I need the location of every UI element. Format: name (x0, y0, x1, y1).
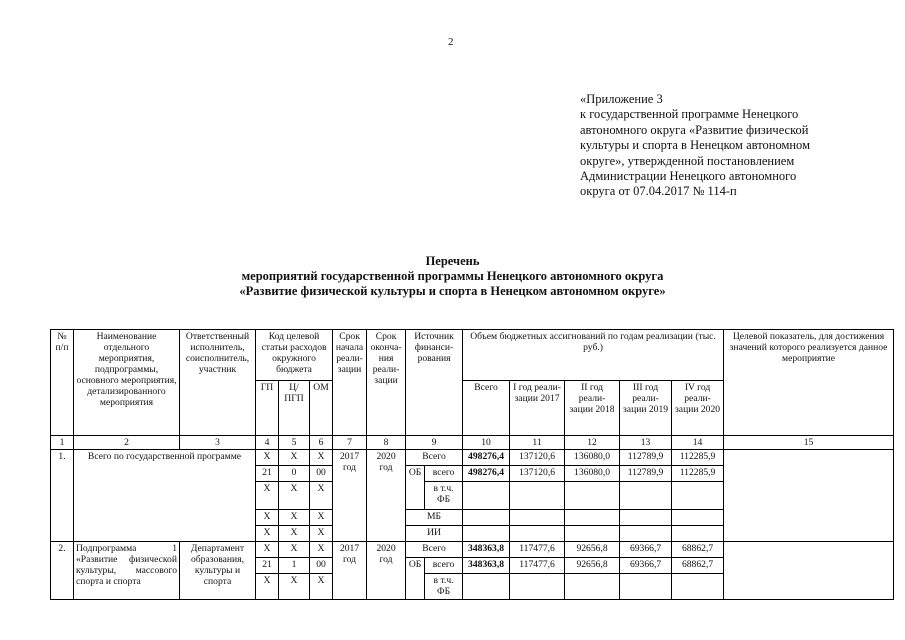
code-cpgp: X (279, 510, 310, 526)
col-number: 4 (256, 436, 279, 450)
finance-source: МБ (406, 510, 463, 526)
col-number: 13 (620, 436, 672, 450)
code-om: X (310, 526, 333, 542)
year-1-value (510, 482, 565, 510)
year-1-value (510, 526, 565, 542)
code-om: X (310, 542, 333, 558)
year-1-value: 137120,6 (510, 466, 565, 482)
code-om: X (310, 510, 333, 526)
code-cpgp: X (279, 526, 310, 542)
table-row (51, 542, 894, 558)
code-cpgp: X (279, 542, 310, 558)
header-gp: ГП (256, 381, 279, 436)
total-value (463, 526, 510, 542)
header-target: Целевой показатель, для достижения значений которого реализуется данное мероприятие (724, 330, 894, 436)
header-om: ОМ (310, 381, 333, 436)
code-gp: X (256, 482, 279, 510)
code-gp: X (256, 526, 279, 542)
header-total: Всего (463, 381, 510, 436)
finance-source: Всего (406, 542, 463, 558)
code-cpgp: X (279, 574, 310, 600)
year-4-value: 112285,9 (672, 450, 724, 466)
year-3-value (620, 574, 672, 600)
finance-subsource: в т.ч. ФБ (425, 482, 463, 510)
target-indicator (724, 450, 894, 542)
code-gp: X (256, 574, 279, 600)
activity-name: Подпрограмма 1 «Развитие физической культуры, массового спорта и спорта (74, 542, 180, 600)
year-2-value (565, 510, 620, 526)
year-2-value (565, 526, 620, 542)
code-om: 00 (310, 558, 333, 574)
responsible: Департамент образования, культуры и спорта (180, 542, 256, 600)
row-number: 1. (51, 450, 74, 542)
finance-source: Всего (406, 450, 463, 466)
table-row (51, 450, 894, 466)
row-number: 2. (51, 542, 74, 600)
activity-name: Всего по государственной программе (74, 450, 256, 542)
total-value (463, 510, 510, 526)
year-3-value (620, 526, 672, 542)
activities-table (50, 329, 894, 600)
page-number: 2 (448, 36, 454, 48)
header-cpgp: Ц/ПГП (279, 381, 310, 436)
col-number: 2 (74, 436, 180, 450)
header-name: Наименование отдельного мероприятия, подпрограммы, основного мероприятия, детализированного мероприятия (74, 330, 180, 436)
year-2-value: 92656,8 (565, 558, 620, 574)
header-responsible: Ответственный исполнитель, соисполнитель, участник (180, 330, 256, 436)
end-year: 2020 год (367, 450, 406, 542)
start-year: 2017 год (333, 542, 367, 600)
title-line-2: мероприятий государственной программы Ненецкого автономного округа (241, 269, 664, 283)
year-4-value (672, 482, 724, 510)
header-year-3: III год реали-зации 2019 (620, 381, 672, 436)
year-1-value: 117477,6 (510, 558, 565, 574)
total-value (463, 574, 510, 600)
col-number: 1 (51, 436, 74, 450)
title-line-3: «Развитие физической культуры и спорта в Ненецком автономном округе» (239, 284, 666, 298)
col-number: 11 (510, 436, 565, 450)
code-cpgp: X (279, 482, 310, 510)
total-value: 348363,8 (463, 558, 510, 574)
year-1-value (510, 574, 565, 600)
year-4-value (672, 526, 724, 542)
code-cpgp: X (279, 450, 310, 466)
start-year: 2017 год (333, 450, 367, 542)
year-3-value: 112789,9 (620, 466, 672, 482)
col-number: 7 (333, 436, 367, 450)
code-gp: X (256, 450, 279, 466)
year-3-value (620, 482, 672, 510)
code-cpgp: 1 (279, 558, 310, 574)
code-om: 00 (310, 466, 333, 482)
year-1-value: 137120,6 (510, 450, 565, 466)
code-om: X (310, 450, 333, 466)
col-number: 3 (180, 436, 256, 450)
end-year: 2020 год (367, 542, 406, 600)
title-line-1: Перечень (425, 254, 480, 268)
code-gp: 21 (256, 558, 279, 574)
total-value (463, 482, 510, 510)
col-number: 15 (724, 436, 894, 450)
year-4-value: 68862,7 (672, 558, 724, 574)
finance-source: ИИ (406, 526, 463, 542)
column-number-row (51, 436, 894, 450)
code-gp: X (256, 542, 279, 558)
appendix-note: «Приложение 3 к государственной программе Ненецкого автономного округа «Развитие физической культуры и спорта в Ненецком автономном округе», утвержденной постановлением Администрации Ненецкого автономного округа от 07.04.2017 № 114-п (580, 92, 810, 199)
total-value: 498276,4 (463, 450, 510, 466)
finance-subsource: в т.ч. ФБ (425, 574, 463, 600)
header-num: № п/п (51, 330, 74, 436)
year-1-value (510, 510, 565, 526)
col-number: 10 (463, 436, 510, 450)
year-4-value: 68862,7 (672, 542, 724, 558)
total-value: 348363,8 (463, 542, 510, 558)
year-1-value: 117477,6 (510, 542, 565, 558)
header-end: Срок оконча-ния реали-зации (367, 330, 406, 436)
col-number: 8 (367, 436, 406, 450)
code-om: X (310, 574, 333, 600)
year-4-value: 112285,9 (672, 466, 724, 482)
year-2-value (565, 482, 620, 510)
code-om: X (310, 482, 333, 510)
header-year-4: IV год реали-зации 2020 (672, 381, 724, 436)
finance-source: ОБ (406, 558, 425, 600)
code-cpgp: 0 (279, 466, 310, 482)
year-2-value: 136080,0 (565, 466, 620, 482)
year-2-value: 92656,8 (565, 542, 620, 558)
year-3-value: 69366,7 (620, 542, 672, 558)
code-gp: 21 (256, 466, 279, 482)
col-number: 9 (406, 436, 463, 450)
col-number: 14 (672, 436, 724, 450)
col-number: 12 (565, 436, 620, 450)
document-title (0, 254, 905, 299)
year-2-value: 136080,0 (565, 450, 620, 466)
col-number: 6 (310, 436, 333, 450)
finance-source: ОБ (406, 466, 425, 510)
year-4-value (672, 510, 724, 526)
header-source: Источник финанси-рования (406, 330, 463, 436)
year-4-value (672, 574, 724, 600)
finance-subsource: всего (425, 466, 463, 482)
header-code: Код целевой статьи расходов окружного бюджета (256, 330, 333, 381)
header-start: Срок начала реали-зации (333, 330, 367, 436)
total-value: 498276,4 (463, 466, 510, 482)
year-2-value (565, 574, 620, 600)
header-year-1: I год реали-зации 2017 (510, 381, 565, 436)
col-number: 5 (279, 436, 310, 450)
year-3-value: 69366,7 (620, 558, 672, 574)
year-3-value: 112789,9 (620, 450, 672, 466)
target-indicator (724, 542, 894, 600)
finance-subsource: всего (425, 558, 463, 574)
code-gp: X (256, 510, 279, 526)
header-year-2: II год реали-зации 2018 (565, 381, 620, 436)
year-3-value (620, 510, 672, 526)
header-volume: Объем бюджетных ассигнований по годам реализации (тыс. руб.) (463, 330, 724, 381)
